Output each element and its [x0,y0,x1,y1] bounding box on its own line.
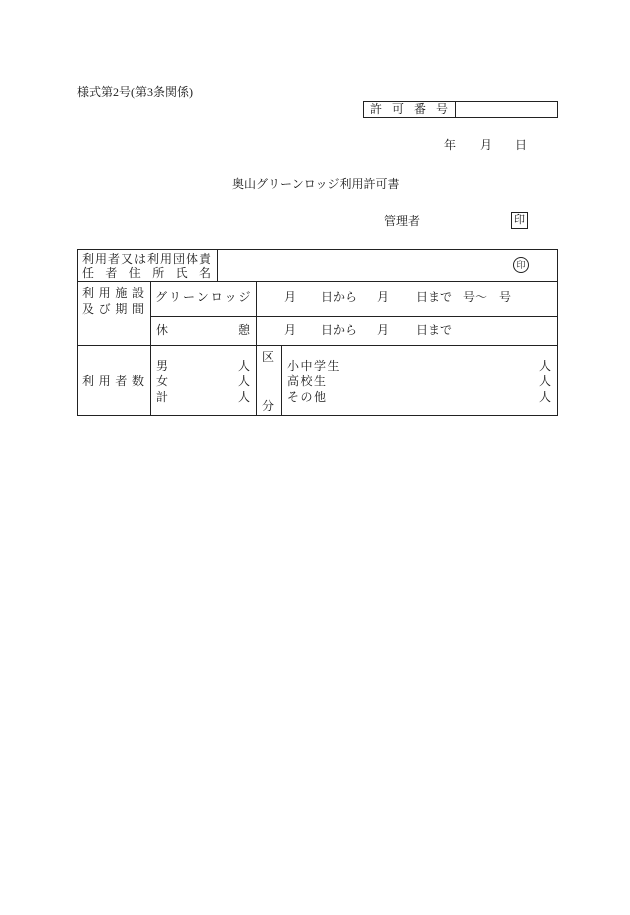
category-other-label: その他 [287,390,328,404]
table-border [217,249,218,281]
manager-label: 管理者 [384,214,421,228]
period-to-month: 月 [377,290,390,304]
period-from-month: 月 [284,290,297,304]
rest-facility-name: 休 憩 [156,323,250,337]
permit-number-box [363,101,558,118]
category-elementary-unit: 人 [539,359,552,373]
gender-total-unit: 人 [238,390,251,404]
rest-to-month: 月 [377,323,390,337]
category-label-bottom: 分 [262,399,275,413]
category-elementary-label: 小中学生 [287,359,342,373]
table-border [77,249,78,416]
date-day: 日 [515,138,528,152]
table-border [150,316,558,317]
facility-name: グリーンロッジ [155,290,253,304]
category-label-top: 区 [262,350,275,364]
permit-number-label: 許 可 番 号 [370,102,448,116]
date-month: 月 [480,138,493,152]
gender-male-unit: 人 [238,359,251,373]
date-year: 年 [444,138,457,152]
room-to: 号 [499,290,512,304]
table-border [150,281,151,415]
table-border [557,249,558,416]
gender-female-label: 女 [156,374,169,388]
room-from: 号～ [463,290,488,304]
table-border [77,249,558,250]
permit-number-divider [455,102,456,117]
table-border [281,345,282,415]
gender-total-label: 計 [156,390,169,404]
facility-period-label-line1: 利 用 施 設 [82,286,144,300]
facility-period-label-line2: 及 び 期 間 [82,302,144,316]
table-border [256,281,257,415]
users-label: 利 用 者 数 [82,374,144,388]
rest-to-day: 日まで [416,323,453,337]
rest-from-day: 日から [321,323,358,337]
category-highschool-unit: 人 [539,374,552,388]
rest-from-month: 月 [284,323,297,337]
category-highschool-label: 高校生 [287,374,328,388]
period-from-day: 日から [321,290,358,304]
gender-male-label: 男 [156,359,169,373]
table-border [77,415,558,416]
applicant-label-line2: 任 者 住 所 氏 名 [82,266,211,280]
period-to-day: 日まで [416,290,453,304]
applicant-label-line1: 利用者又は利用団体責 [82,252,213,266]
category-other-unit: 人 [539,390,552,404]
manager-seal-icon: 印 [511,212,528,229]
applicant-seal-icon: 印 [513,257,529,273]
form-number: 様式第2号(第3条関係) [77,85,193,99]
page-title: 奥山グリーンロッジ利用許可書 [232,177,400,191]
gender-female-unit: 人 [238,374,251,388]
